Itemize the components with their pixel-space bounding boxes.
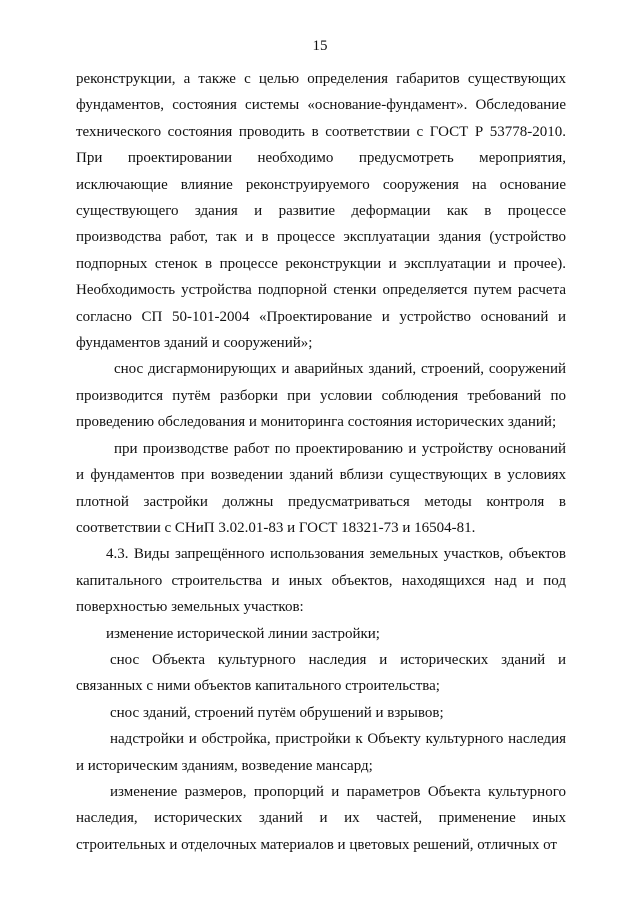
paragraph-section-4-3: 4.3. Виды запрещённого использования земельных участков, объектов капитального строительства и иных объектов, находящихся над и под поверхностью земельных участков: [76, 546, 566, 616]
page-number: 15 [312, 38, 328, 54]
paragraph-reconstruction-survey: реконструкции, а также с целью определения габаритов существующих фундаментов, состояния системы «основание-фундамент». Обследование технического состояния проводить в соответствии с ГОСТ Р 53778-2010. При проектировании необходимо предусмотреть мероприятия, исключающие влияние реконструируемого сооружения на основание существующего здания и развитие деформации как в процессе производства работ, так и в процессе эксплуатации здания (устройство подпорных стенок в процессе реконструкции и эксплуатации и прочее). Необходимость устройства подпорной стенки определяется путем расчета согласно СП 50-101-2004 «Проектирование и устройство оснований и фундаментов зданий и сооружений»; [76, 71, 566, 352]
paragraph-foundation-works: при производстве работ по проектированию и устройству оснований и фундаментов при возведении зданий вблизи существующих в условиях плотной застройки должны предусматриваться методы контроля в соответствии с СНиП 3.02.01-83 и ГОСТ 18321-73 и 16504-81. [76, 440, 566, 536]
paragraph-collapse-explosion: снос зданий, строений путём обрушений и взрывов; [110, 704, 444, 721]
paragraph-heritage-demolition: снос Объекта культурного наследия и исторических зданий и связанных с ними объектов капитального строительства; [76, 651, 566, 695]
document-body [76, 66, 566, 858]
paragraph-proportions-materials: изменение размеров, пропорций и параметров Объекта культурного наследия, исторических зданий и их частей, применение иных строительных и отделочных материалов и цветовых решений, отличных от [76, 783, 566, 853]
paragraph-demolition-dismantling: снос дисгармонирующих и аварийных зданий, строений, сооружений производится путём разборки при условии соблюдения требований по проведению обследования и мониторинга состояния исторических зданий; [76, 361, 566, 431]
paragraph-superstructures: надстройки и обстройка, пристройки к Объекту культурного наследия и историческим зданиям, возведение мансард; [76, 731, 566, 774]
paragraph-building-line: изменение исторической линии застройки; [106, 625, 380, 642]
